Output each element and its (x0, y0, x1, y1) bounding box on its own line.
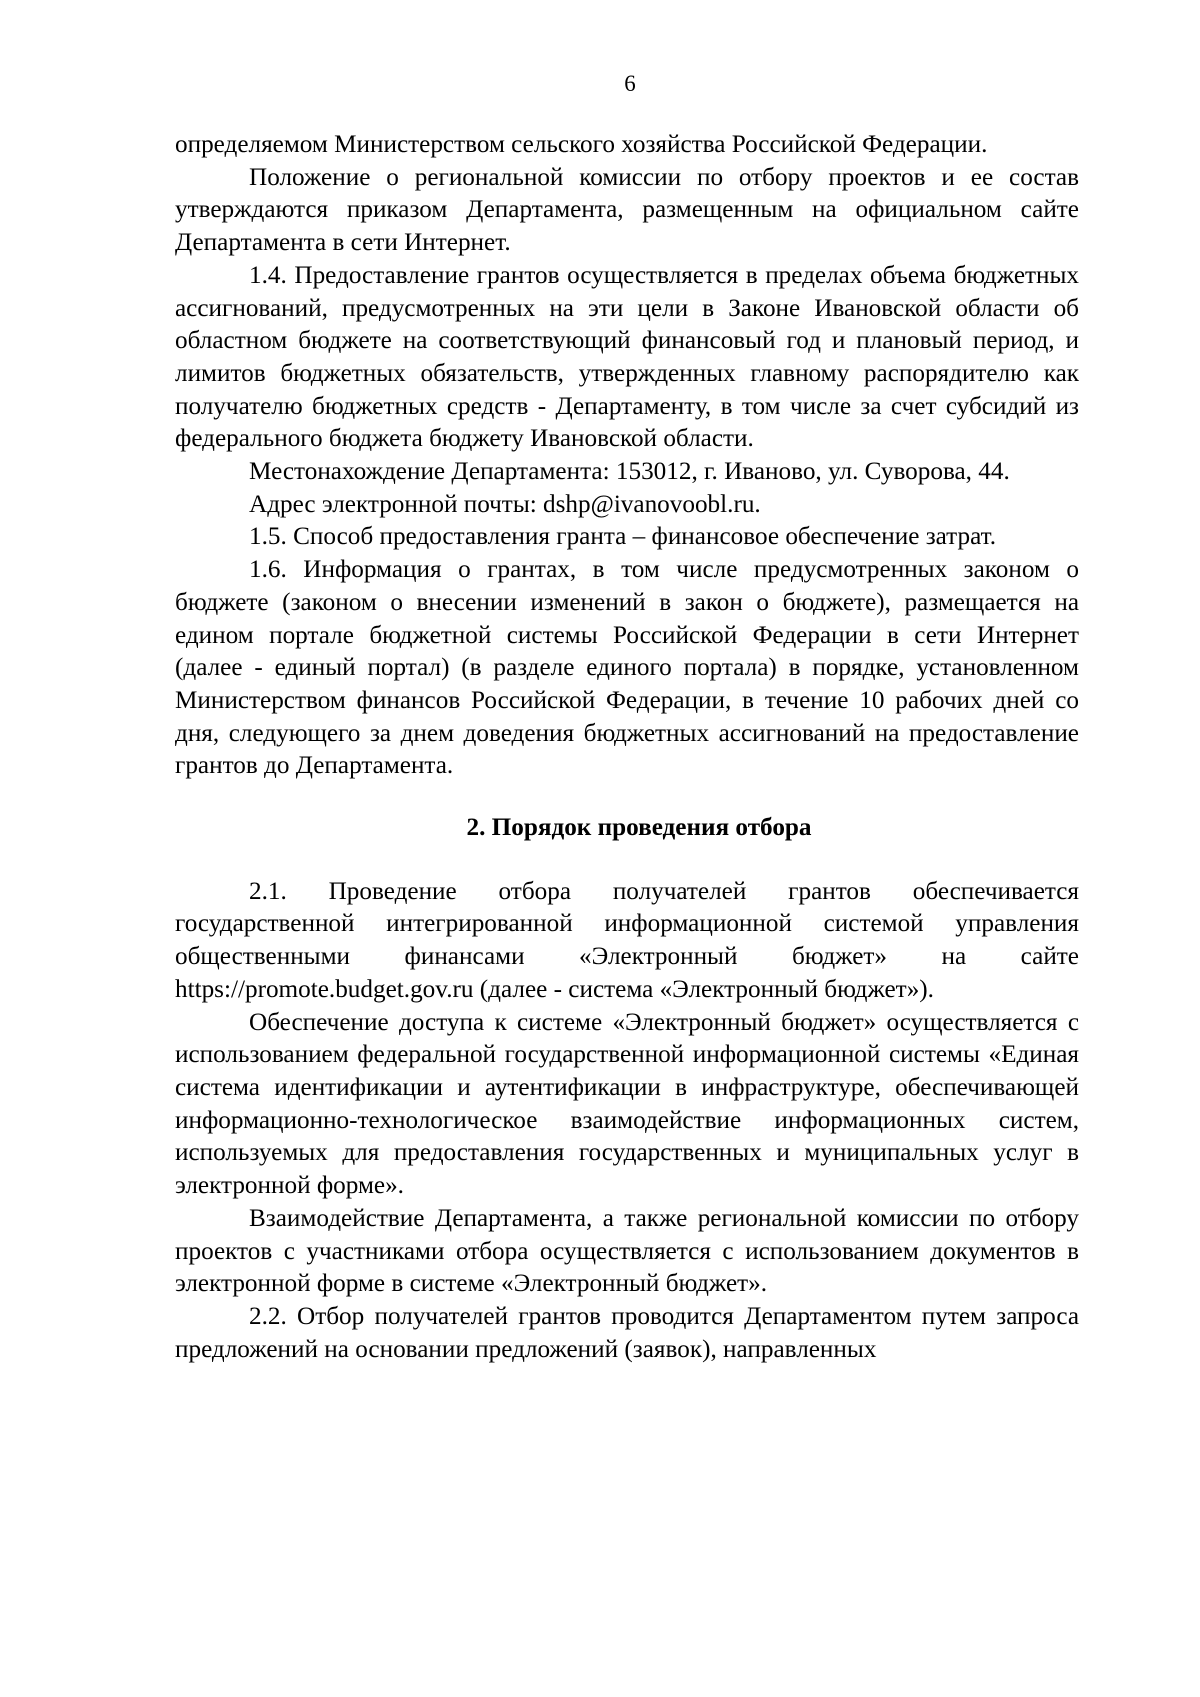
paragraph: Обеспечение доступа к системе «Электронный бюджет» осуществляется с использованием федеральной государственной информационной системы «Единая система идентификации и аутентификации в инфраструктуре, обеспечивающей информационно-технологическое взаимодействие информационных систем, используемых для предоставления государственных и муниципальных услуг в электронной форме». (175, 1008, 1079, 1200)
paragraph: определяемом Министерством сельского хозяйства Российской Федерации. (175, 131, 988, 158)
paragraph: Местонахождение Департамента: 153012, г. Иваново, ул. Суворова, 44. (249, 458, 1010, 486)
paragraph: Положение о региональной комиссии по отбору проектов и ее состав утверждаются приказом Департамента, размещенным на официальном сайте Департамента в сети Интернет. (175, 163, 1079, 257)
paragraph: 1.4. Предоставление грантов осуществляется в пределах объема бюджетных ассигнований, предусмотренных на эти цели в Законе Ивановской области об областном бюджете на соответствующий финансовый год и плановый период, и лимитов бюджетных обязательств, утвержденных главному распорядителю как получателю бюджетных средств - Департаменту, в том числе за счет субсидий из федерального бюджета бюджету Ивановской области. (175, 261, 1079, 453)
paragraph: Адрес электронной почты: dshp@ivanovoobl.ru. (249, 490, 761, 518)
section-heading: 2. Порядок проведения отбора (466, 814, 812, 842)
document-body (175, 129, 1079, 1366)
paragraph: 2.2. Отбор получателей грантов проводится Департаментом путем запроса предложений на основании предложений (заявок), направленных (175, 1302, 1079, 1363)
paragraph: Взаимодействие Департамента, а также региональной комиссии по отбору проектов с участниками отбора осуществляется с использованием документов в электронной форме в системе «Электронный бюджет». (175, 1204, 1079, 1298)
paragraph: 1.6. Информация о грантах, в том числе предусмотренных законом о бюджете (законом о внесении изменений в закон о бюджете), размещается на едином портале бюджетной системы Российской Федерации в сети Интернет (далее - единый портал) (в разделе единого портала) в порядке, установленном Министерством финансов Российской Федерации, в течение 10 рабочих дней со дня, следующего за днем доведения бюджетных ассигнований на предоставление грантов до Департамента. (175, 556, 1079, 780)
paragraph: 1.5. Способ предоставления гранта – финансовое обеспечение затрат. (249, 523, 997, 551)
paragraph: 2.1. Проведение отбора получателей грантов обеспечивается государственной интегрированной информационной системой управления общественными финансами «Электронный бюджет» на сайте https://promote.budget.gov.ru (далее - система «Электронный бюджет»). (175, 877, 1079, 1003)
page-number: 6 (624, 71, 636, 96)
